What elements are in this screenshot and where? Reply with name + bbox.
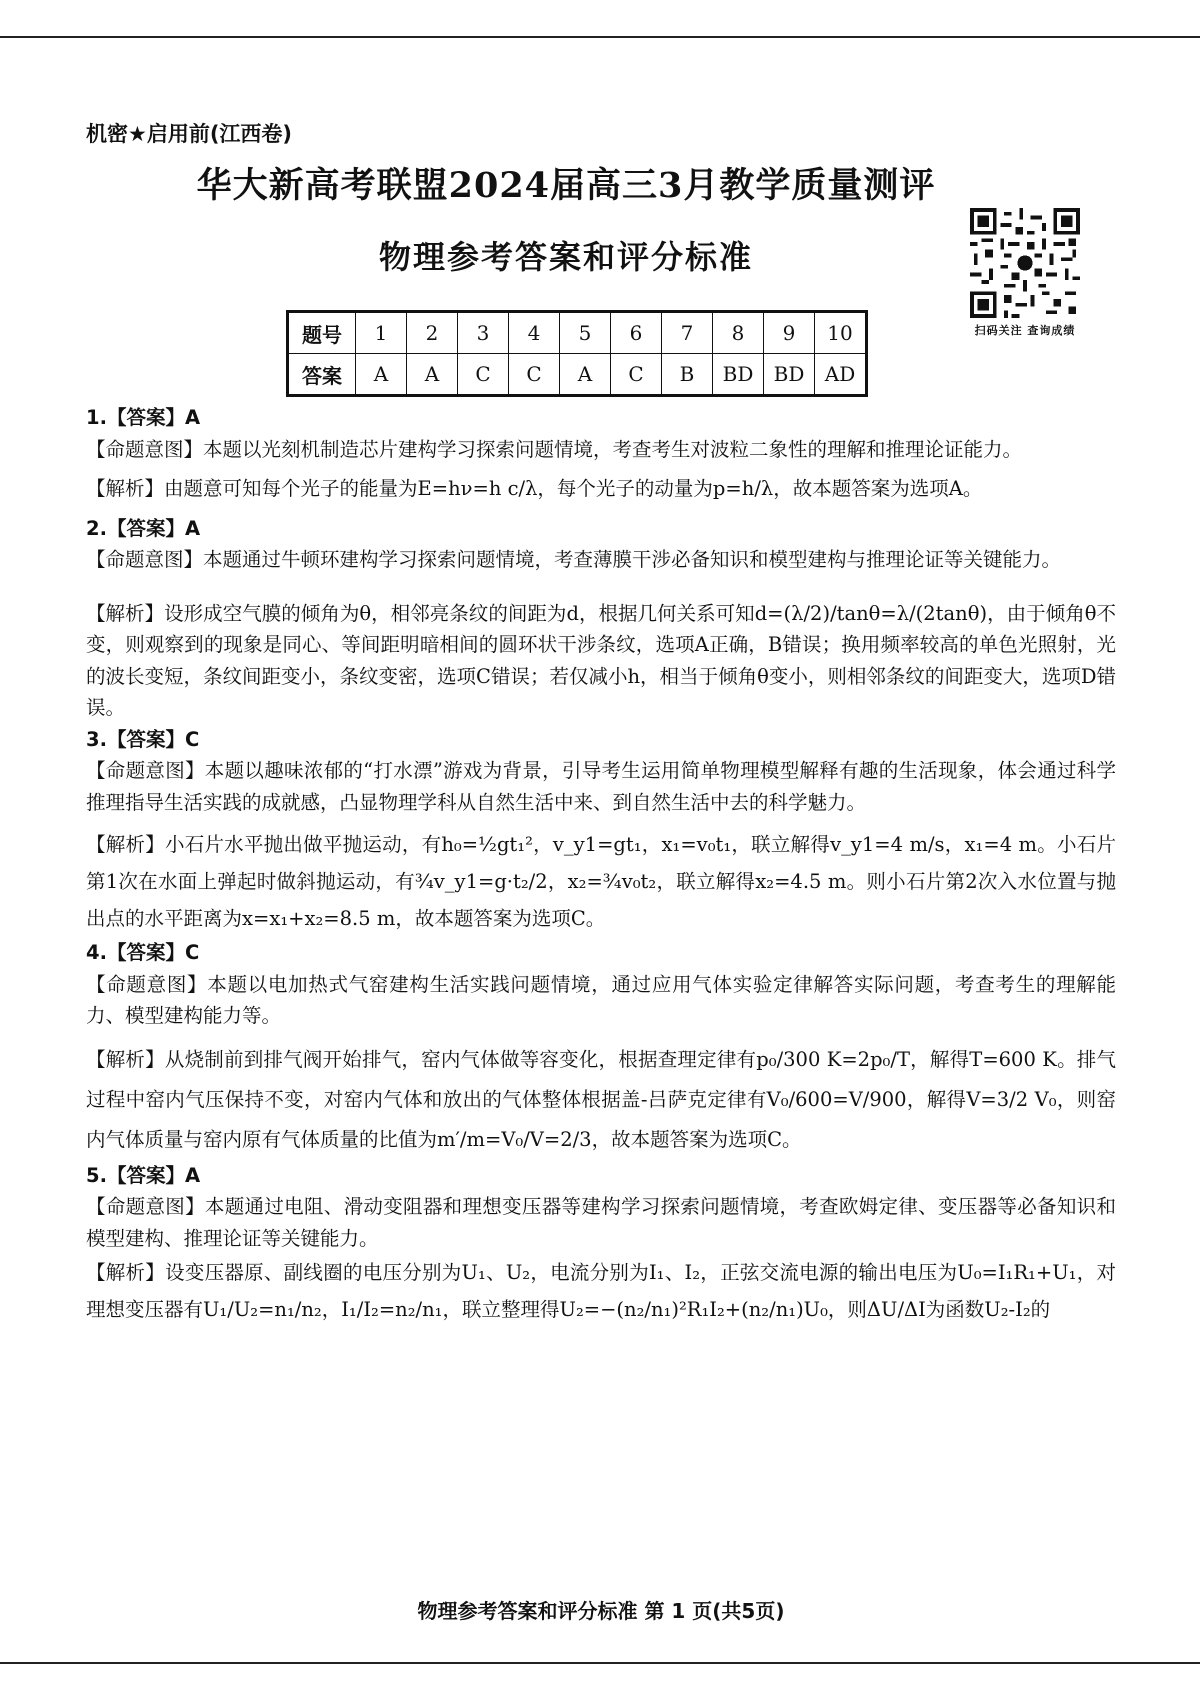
answer-cell: BD [713, 354, 764, 396]
question-number: 4 [509, 312, 560, 354]
row-label-answer: 答案 [288, 354, 356, 396]
top-rule [0, 36, 1200, 38]
answer-cell: A [356, 354, 407, 396]
page-subtitle: 物理参考答案和评分标准 [378, 238, 753, 276]
table-row-answers [288, 354, 867, 396]
answer-cell: AD [815, 354, 867, 396]
answer-cell: B [662, 354, 713, 396]
qr-code-block[interactable] [966, 208, 1084, 338]
page-title: 华大新高考联盟2024届高三3月教学质量测评 [196, 165, 936, 206]
question-1-analysis: 【解析】由题意可知每个光子的能量为E=hν=h c/λ，每个光子的动量为p=h/λ，故本题答案为选项A。 [86, 477, 983, 500]
question-3-analysis: 【解析】小石片水平抛出做平抛运动，有h₀=½gt₁²，v_y1=gt₁，x₁=v₀t₁，联立解得v_y1=4 m/s，x₁=4 m。小石片第1次在水面上弹起时做斜抛运动，有¾v_y1=g·t₂/2，x₂=¾v₀t₂，联立解得x₂=4.5 m。则小石片第2次入水位置与抛出点的水平距离为x=x₁+x₂=8.5 m，故本题答案为选项C。 [86, 833, 1116, 930]
question-5-analysis: 【解析】设变压器原、副线圈的电压分别为U₁、U₂，电流分别为I₁、I₂，正弦交流电源的输出电压为U₀=I₁R₁+U₁，对理想变压器有U₁/U₂=n₁/n₂，I₁/I₂=n₂/n₁，联立整理得U₂=−(n₂/n₁)²R₁I₂+(n₂/n₁)U₀，则ΔU/ΔI为函数U₂-I₂的 [86, 1261, 1116, 1321]
answer-table [286, 310, 868, 397]
question-2-intent: 【命题意图】本题通过牛顿环建构学习探索问题情境，考查薄膜干涉必备知识和模型建构与推理论证等关键能力。 [86, 548, 1062, 571]
question-number: 1 [356, 312, 407, 354]
answer-cell: C [611, 354, 662, 396]
bottom-rule [0, 1662, 1200, 1664]
question-4-analysis: 【解析】从烧制前到排气阀开始排气，窑内气体做等容变化，根据查理定律有p₀/300 K=2p₀/T，解得T=600 K。排气过程中窑内气压保持不变，对窑内气体和放出的气体整体根据盖-吕萨克定律有V₀/600=V/900，解得V=3/2 V₀，则窑内气体质量与窑内原有气体质量的比值为m′/m=V₀/V=2/3，故本题答案为选项C。 [86, 1047, 1116, 1151]
question-5-answer: 5.【答案】A [86, 1163, 201, 1187]
answer-cell: A [560, 354, 611, 396]
qr-caption: 扫码关注 查询成绩 [974, 324, 1076, 337]
question-number: 10 [815, 312, 867, 354]
question-1-answer: 1.【答案】A [86, 406, 201, 429]
question-5-intent: 【命题意图】本题通过电阻、滑动变阻器和理想变压器等建构学习探索问题情境，考查欧姆定律、变压器等必备知识和模型建构、推理论证等关键能力。 [86, 1195, 1116, 1250]
question-number: 2 [407, 312, 458, 354]
question-number: 9 [764, 312, 815, 354]
question-number: 6 [611, 312, 662, 354]
row-label-number: 题号 [288, 312, 356, 354]
answer-cell: A [407, 354, 458, 396]
question-number: 3 [458, 312, 509, 354]
solutions-body [86, 402, 1116, 1328]
table-row-numbers [288, 312, 867, 354]
page-footer: 物理参考答案和评分标准 第 1 页(共5页) [417, 1599, 785, 1623]
answer-cell: C [458, 354, 509, 396]
question-2-answer: 2.【答案】A [86, 516, 201, 540]
question-number: 7 [662, 312, 713, 354]
qr-code-icon [970, 208, 1080, 318]
question-2-analysis: 【解析】设形成空气膜的倾角为θ，相邻亮条纹的间距为d，根据几何关系可知d=(λ/2)/tanθ=λ/(2tanθ)，由于倾角θ不变，则观察到的现象是同心、等间距明暗相间的圆环状干涉条纹，选项A正确，B错误；换用频率较高的单色光照射，光的波长变短，条纹间距变小，条纹变密，选项C错误；若仅减小h，相当于倾角θ变小，则相邻条纹的间距变大，选项D错误。 [86, 601, 1116, 719]
question-3-answer: 3.【答案】C [86, 727, 200, 751]
answer-cell: BD [764, 354, 815, 396]
question-number: 5 [560, 312, 611, 354]
answer-cell: C [509, 354, 560, 396]
question-4-answer: 4.【答案】C [86, 941, 200, 964]
question-1-intent: 【命题意图】本题以光刻机制造芯片建构学习探索问题情境，考查考生对波粒二象性的理解和推理论证能力。 [86, 437, 1023, 461]
confidential-label: 机密★启用前(江西卷) [86, 122, 293, 146]
question-3-intent: 【命题意图】本题以趣味浓郁的“打水漂”游戏为背景，引导考生运用简单物理模型解释有趣的生活现象，体会通过科学推理指导生活实践的成就感，凸显物理学科从自然生活中来、到自然生活中去的科学魅力。 [86, 759, 1116, 814]
question-number: 8 [713, 312, 764, 354]
question-4-intent: 【命题意图】本题以电加热式气窑建构生活实践问题情境，通过应用气体实验定律解答实际问题，考查考生的理解能力、模型建构能力等。 [86, 972, 1116, 1027]
